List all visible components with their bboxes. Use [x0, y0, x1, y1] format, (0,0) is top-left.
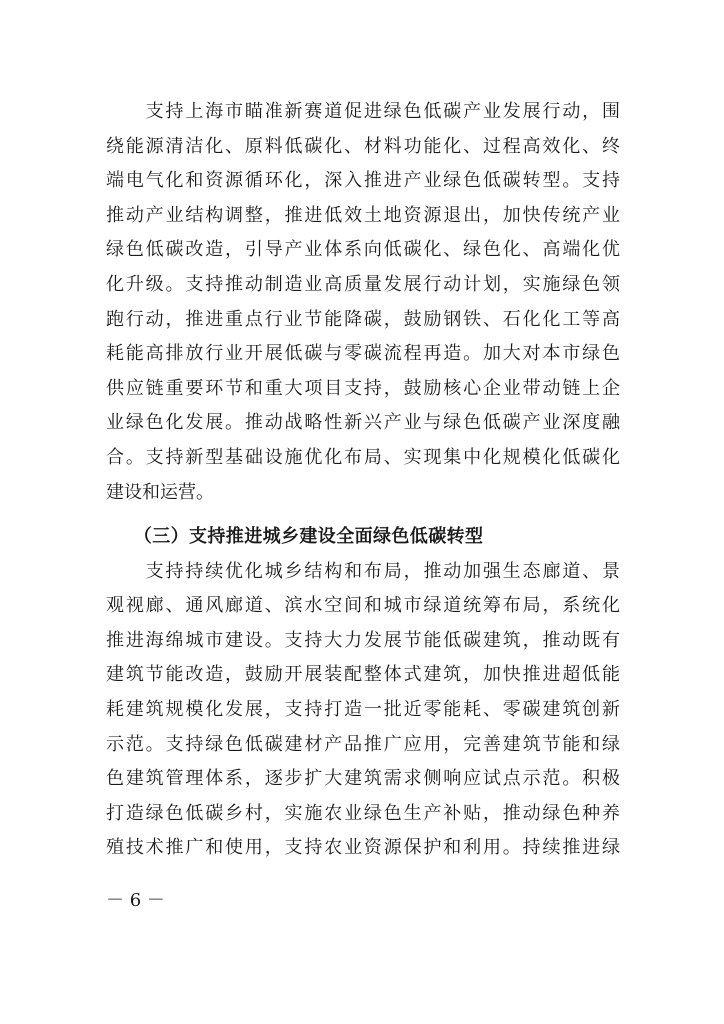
text-line: 业绿色化发展。推动战略性新兴产业与绿色低碳产业深度融: [106, 412, 620, 434]
text-line: 端电气化和资源循环化，深入推进产业绿色低碳转型。支持: [106, 170, 620, 192]
text-line: 耗能高排放行业开展低碳与零碳流程再造。加大对本市绿色: [106, 343, 620, 365]
text-line: 推进海绵城市建设。支持大力发展节能低碳建筑，推动既有: [106, 629, 620, 651]
text-line: 合。支持新型基础设施优化布局、实现集中化规模化低碳化: [106, 446, 620, 468]
text-line: 耗建筑规模化发展，支持打造一批近零能耗、零碳建筑创新: [106, 698, 620, 720]
text-line: 建筑节能改造，鼓励开展装配整体式建筑，加快推进超低能: [106, 664, 620, 686]
paragraph-industry-transition: [106, 95, 620, 510]
page-number: － 6 －: [106, 890, 165, 911]
section-heading-block: [106, 520, 620, 555]
text-line: 建设和运营。: [106, 481, 214, 503]
text-line: 化升级。支持推动制造业高质量发展行动计划，实施绿色领: [106, 273, 620, 295]
text-line: 跑行动，推进重点行业节能降碳，鼓励钢铁、石化化工等高: [106, 308, 620, 330]
text-line: 绕能源清洁化、原料低碳化、材料功能化、过程高效化、终: [106, 135, 620, 157]
text-line: 推动产业结构调整，推进低效土地资源退出，加快传统产业: [106, 204, 620, 226]
text-line: 绿色低碳改造，引导产业体系向低碳化、绿色化、高端化优: [106, 239, 620, 261]
paragraph-urban-rural-construction: [106, 555, 620, 866]
text-line: 殖技术推广和使用，支持农业资源保护和利用。持续推进绿: [106, 837, 620, 859]
section-heading: （三）支持推进城乡建设全面绿色低碳转型: [106, 526, 484, 547]
text-line: 支持上海市瞄准新赛道促进绿色低碳产业发展行动，围: [106, 101, 620, 122]
text-line: 观视廊、通风廊道、滨水空间和城市绿道统筹布局，系统化: [106, 595, 620, 617]
text-line: 供应链重要环节和重大项目支持，鼓励核心企业带动链上企: [106, 377, 620, 399]
text-line: 示范。支持绿色低碳建材产品推广应用，完善建筑节能和绿: [106, 733, 620, 755]
text-line: 打造绿色低碳乡村，实施农业绿色生产补贴，推动绿色种养: [106, 802, 620, 824]
text-line: 支持持续优化城乡结构和布局，推动加强生态廊道、景: [106, 560, 620, 582]
text-line: 色建筑管理体系，逐步扩大建筑需求侧响应试点示范。积极: [106, 768, 620, 790]
